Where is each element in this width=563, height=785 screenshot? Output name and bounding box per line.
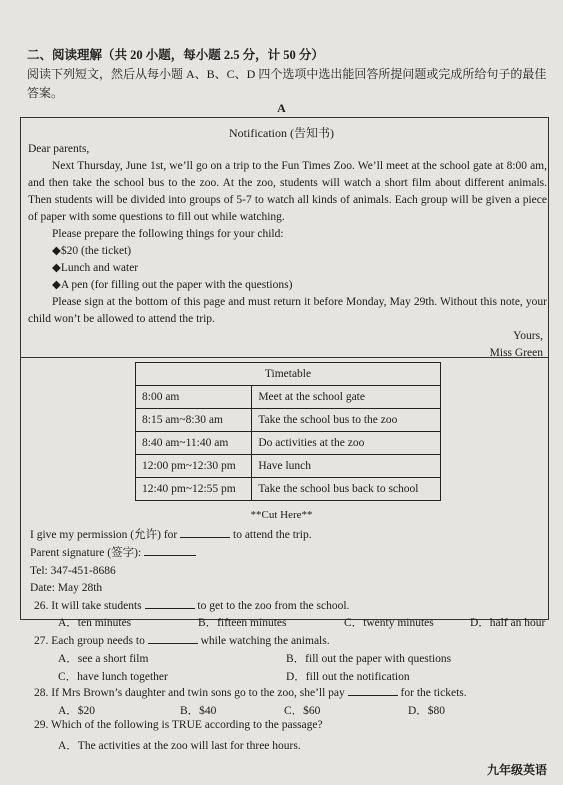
table-row [136,455,441,478]
letter-signer: Miss Green [489,347,543,359]
option-d[interactable]: D．half an hour [470,617,546,629]
letter-closing: Yours, [513,330,543,342]
table-row [136,478,441,501]
table-row [136,386,441,409]
question-text-end: to get to the zoo from the school. [197,600,350,612]
question-text-end: for the tickets. [400,687,467,699]
diamond-bullet-icon: ◆ [52,262,61,274]
tel-line: Tel: 347-451-8686 [30,564,116,577]
option-a[interactable]: A．The activities at the zoo will last for three hours. [58,740,301,752]
table-cell-activity: Do activities at the zoo [252,432,441,455]
list-item [28,243,547,260]
list-item-text: A pen (for filling out the paper with the questions) [60,279,293,291]
question-26 [34,597,349,612]
question-number: 27. [34,635,49,647]
permission-line [30,526,312,544]
permission-text-end: to attend the trip. [233,529,312,541]
table-cell-activity: Have lunch [252,455,441,478]
letter-paragraph-2: Please prepare the following things for your child: [52,228,284,240]
question-number: 28. [34,687,49,699]
cut-here-line: **Cut Here** [250,509,313,521]
option-c[interactable]: C．$60 [284,705,321,717]
diamond-bullet-icon: ◆ [52,245,61,257]
table-cell-activity: Take the school bus back to school [252,478,441,501]
option-c[interactable]: C．twenty minutes [344,617,434,629]
diamond-bullet-icon: ◆ [52,279,61,291]
option-d[interactable]: D．fill out the notification [286,671,410,683]
permission-text: I give my permission (允许) for [30,529,178,541]
option-b[interactable]: B．$40 [180,705,217,717]
table-cell-activity: Meet at the school gate [252,386,441,409]
question-number: 26. [34,600,49,612]
table-cell-time: 8:15 am~8:30 am [136,409,252,432]
question-27 [34,632,330,647]
signature-line [30,544,312,562]
option-d[interactable]: D．$80 [408,705,446,717]
question-number: 29. [34,719,49,731]
list-item-text: $20 (the ticket) [60,245,132,257]
option-a[interactable]: A．$20 [58,705,96,717]
timetable [135,362,441,501]
question-29 [34,719,323,731]
option-b[interactable]: B．fifteen minutes [198,617,287,629]
passage-label: A [277,101,286,115]
signature-label: Parent signature (签字): [30,547,142,560]
question-text-end: while watching the animals. [200,635,330,647]
list-item-text: Lunch and water [60,262,139,274]
option-b[interactable]: B．fill out the paper with questions [286,653,452,665]
question-text: Which of the following is TRUE according to the passage? [51,719,323,731]
section-title: 二、阅读理解（共 20 小题，每小题 2.5 分，计 50 分） [27,48,324,62]
table-row [136,409,441,432]
notification-title: Notification (告知书) [229,126,334,140]
option-a[interactable]: A．ten minutes [58,617,132,629]
answer-blank[interactable] [148,632,198,644]
table-cell-time: 12:40 pm~12:55 pm [136,478,252,501]
signature-blank[interactable] [144,544,196,556]
table-cell-time: 8:40 am~11:40 am [136,432,252,455]
letter-paragraph-3: Please sign at the bottom of this page and must return it before Monday, May 29th. Without this note, your child won’t be allowed to attend the trip. [28,296,547,325]
section-instruction: 阅读下列短文，然后从每小题 A、B、C、D 四个选项中选出能回答所提问题或完成所给句子的最佳答案。 [27,67,547,100]
notification-letter [28,141,547,362]
timetable-title: Timetable [136,363,441,386]
page-footer: 九年级英语 [486,763,547,777]
list-item [28,260,547,277]
answer-blank[interactable] [348,684,398,696]
table-cell-time: 8:00 am [136,386,252,409]
date-line: Date: May 28th [30,581,103,594]
table-cell-activity: Take the school bus to the zoo [252,409,441,432]
table-row [136,432,441,455]
permission-slip [30,526,312,597]
table-cell-time: 12:00 pm~12:30 pm [136,455,252,478]
option-c[interactable]: C．have lunch together [58,671,168,683]
question-text: It will take students [51,600,142,612]
option-a[interactable]: A．see a short film [58,653,149,665]
question-text: Each group needs to [51,635,145,647]
question-text: If Mrs Brown’s daughter and twin sons go to the zoo, she’ll pay [51,687,345,699]
letter-paragraph-1: Next Thursday, June 1st, we’ll go on a trip to the Fun Times Zoo. We’ll meet at the school gate at 8:00 am, and then take the school bus to the zoo. At the zoo, students will watch a short film about different animals. Then students will be divided into groups of 5-7 to watch all kinds of animals. Each group will be given a piece of paper with some questions to fill out while watching. [28,160,547,223]
answer-blank[interactable] [145,597,195,609]
list-item [28,277,547,294]
letter-greeting: Dear parents, [28,143,90,155]
question-28 [34,684,467,699]
child-name-blank[interactable] [180,526,230,538]
